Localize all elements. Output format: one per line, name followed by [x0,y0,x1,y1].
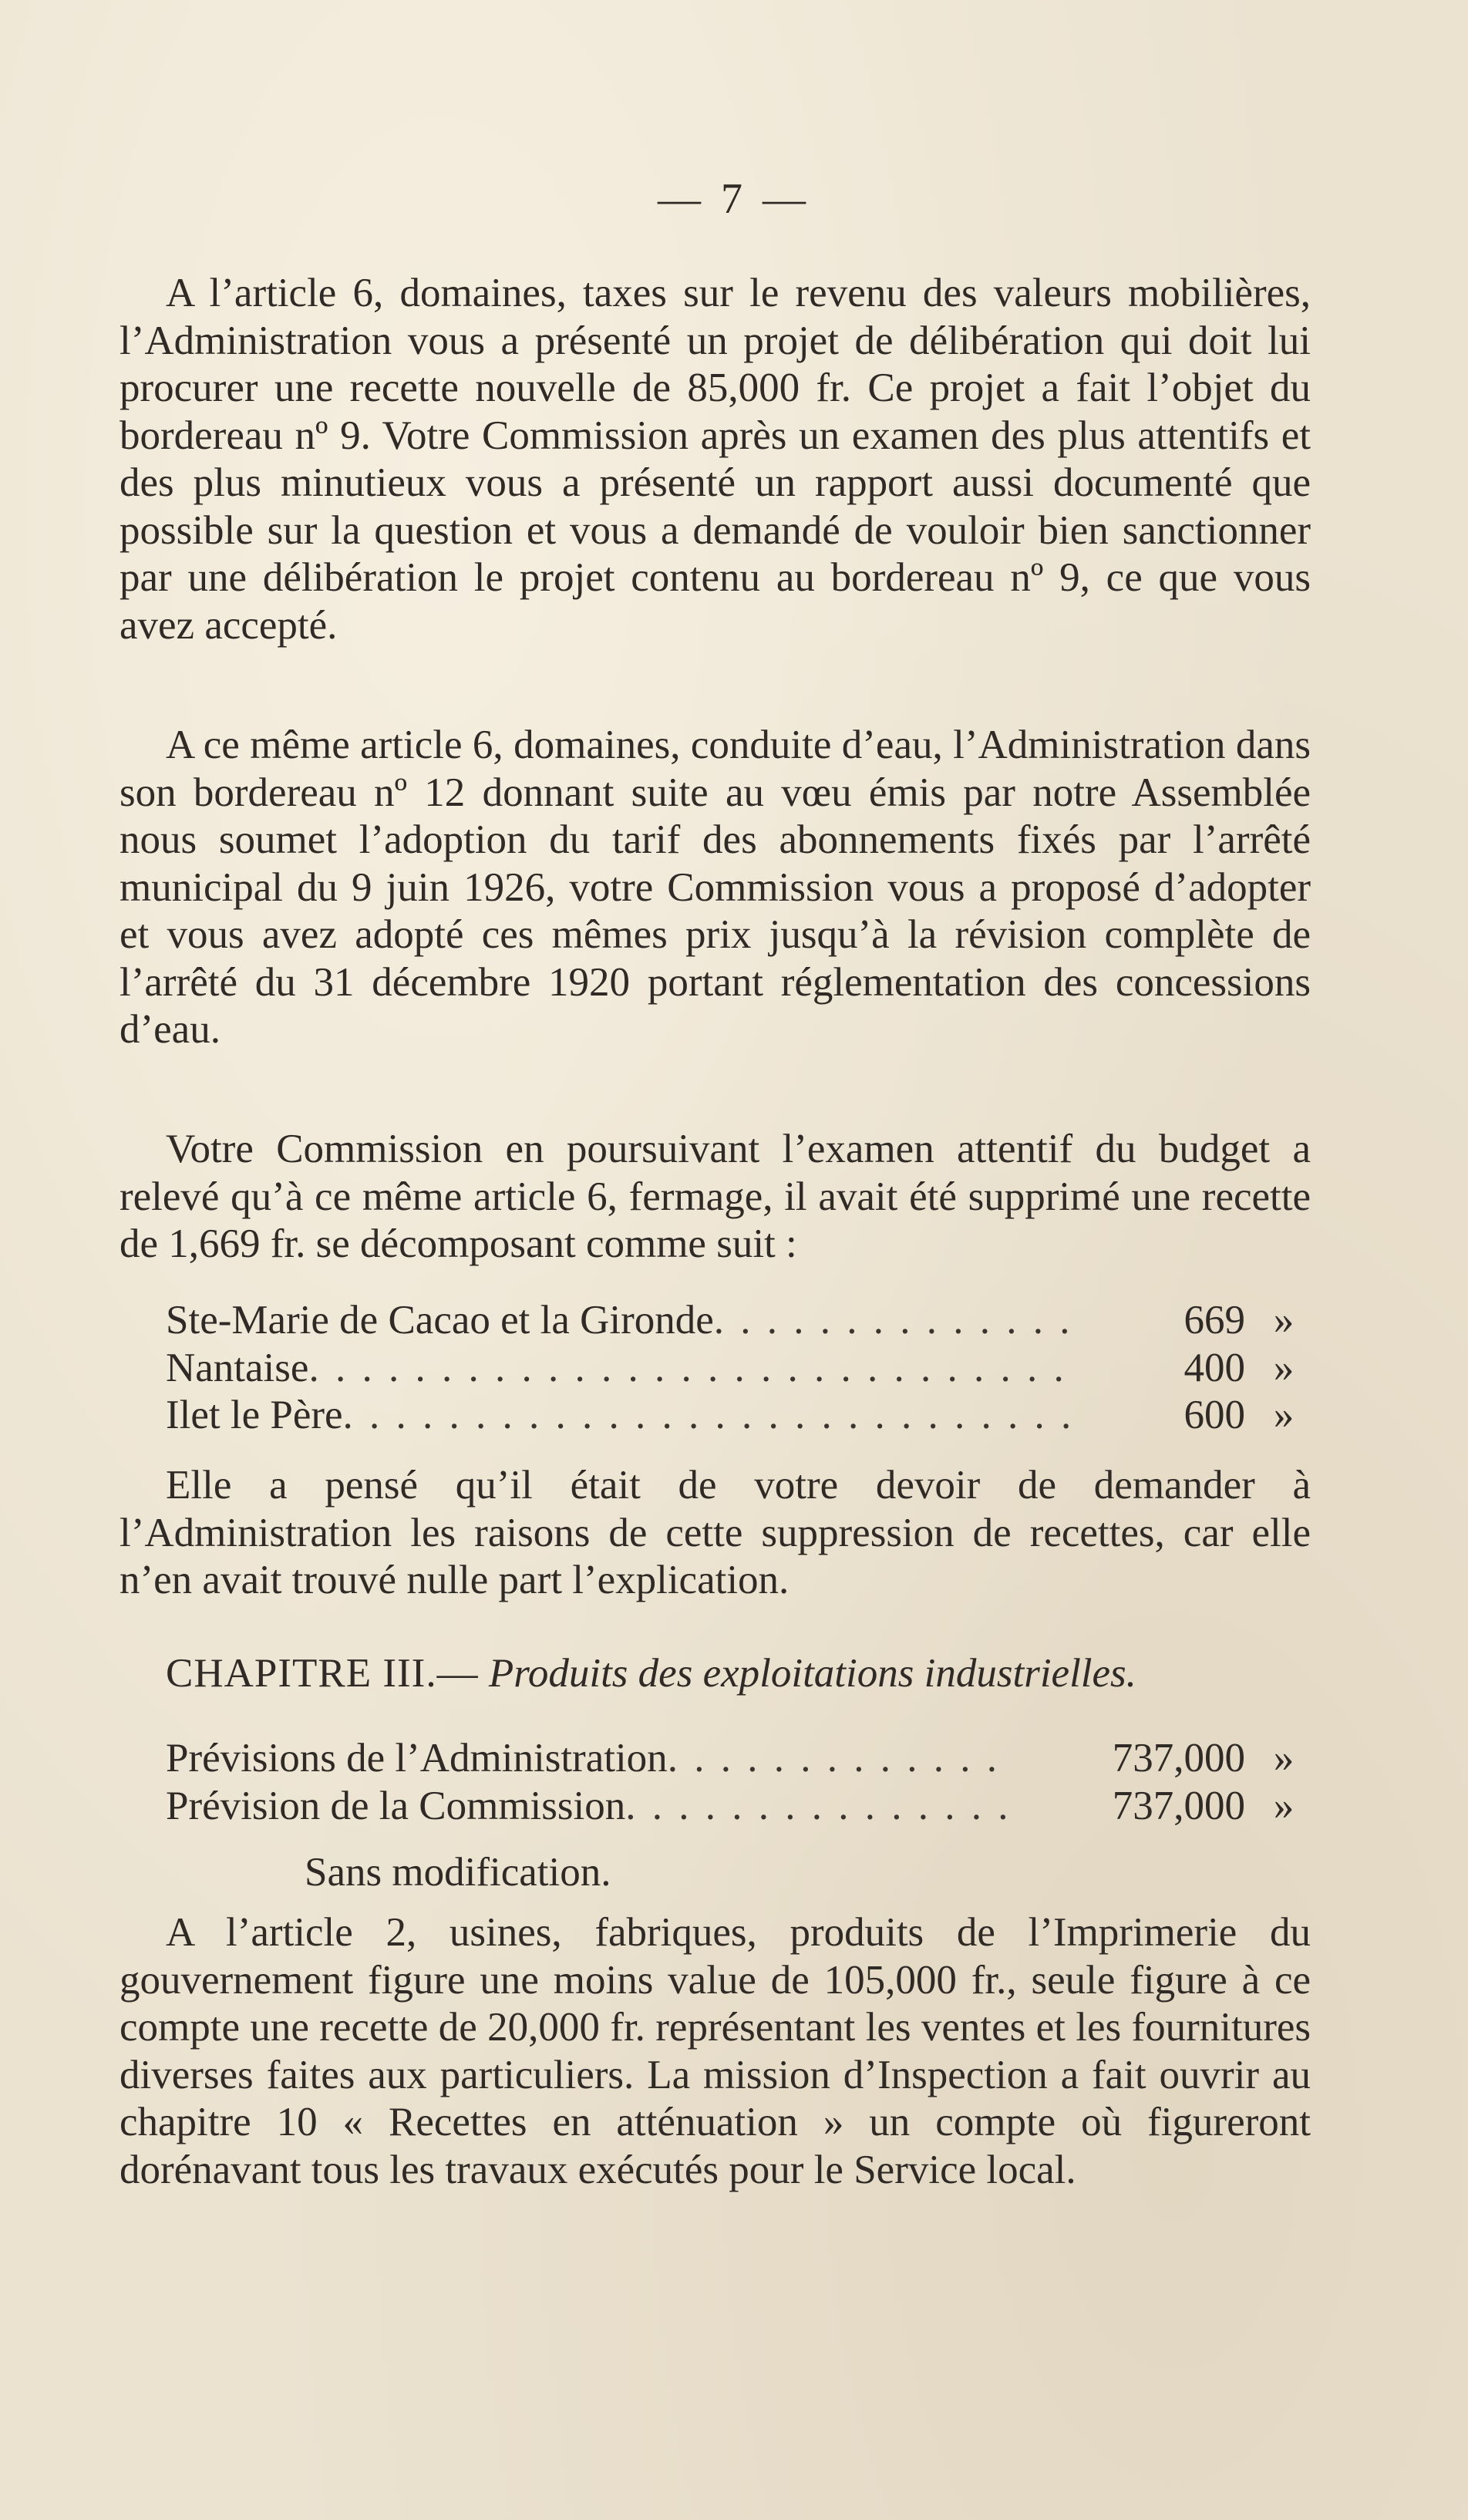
ditto-mark: » [1273,1393,1295,1437]
item-value: 400 » [1076,1345,1299,1393]
list-item [166,1297,1299,1345]
item-value: 737,000 » [1014,1735,1299,1783]
item-label: Prévision de la Commission [166,1783,626,1828]
dot-leader [343,1392,1076,1440]
item-value: 737,000 » [1014,1783,1299,1831]
paragraph-suppression-recettes [120,1462,1311,1605]
dot-leader [625,1783,1014,1831]
list-item [166,1735,1299,1783]
chapter-number: CHAPITRE III.— [166,1651,479,1696]
item-value: 669 » [1076,1297,1299,1345]
paragraph-article-6-valeurs-mobilieres [120,270,1311,649]
paragraph-text: Elle a pensé qu’il était de votre devoir de demander à l’Administration les raisons de cette suppression de recettes, car elle n’en avait trouvé nulle part l’explication. [120,1463,1311,1602]
paragraph-article-6-conduite-eau [120,722,1311,1054]
paragraph-text: A l’article 2, usines, fabriques, produits de l’Imprimerie du gouvernement figure une moins value de 105,000 fr., seule figure à ce compte une recette de 20,000 fr. représentant les ventes et les fournitures diverses faites aux particuliers. La mission d’Inspection a fait ouvrir au chapitre 10 « Recettes en atténuation » un compte où figureront dorénavant tous les travaux exécutés pour le Service local. [120,1910,1311,2192]
paragraph-article-2-imprimerie [120,1909,1311,2194]
paragraph-text: Votre Commission en poursuivant l’examen attentif du budget a relevé qu’à ce même article 6, fermage, il avait été supprimé une recette de 1,669 fr. se décomposant comme suit : [120,1127,1311,1266]
item-label: Ilet le Père [166,1393,343,1437]
item-label: Ste-Marie de Cacao et la Gironde [166,1298,714,1343]
ditto-mark: » [1273,1736,1295,1781]
ditto-mark: » [1273,1298,1295,1343]
item-label: Prévisions de l’Administration [166,1736,668,1781]
dot-leader [668,1735,1014,1783]
paragraph-text: A l’article 6, domaines, taxes sur le revenu des valeurs mobilières, l’Administration vous a présenté un projet de délibération qui doit lui procurer une recette nouvelle de 85,000 fr. Ce projet a fait l’objet du bordereau nº 9. Votre Commission après un examen des plus attentifs et des plus minutieux vous a présenté un rapport aussi documenté que possible sur la question et vous a demandé de vouloir bien sanctionner par une délibération le projet contenu au bordereau nº 9, ce que vous avez accepté. [120,271,1311,648]
paragraph-fermage [120,1126,1311,1268]
list-item [166,1345,1299,1393]
chapter-title: Produits des exploitations industrielles. [488,1651,1136,1696]
list-item [166,1392,1299,1440]
recette-breakdown-list [166,1297,1299,1440]
dot-leader [714,1297,1076,1345]
page-number: — 7 — [658,175,810,223]
dot-leader [308,1345,1076,1393]
ditto-mark: » [1273,1345,1295,1390]
paragraph-text: A ce même article 6, domaines, conduite d’eau, l’Administration dans son bordereau nº 12 donnant suite au vœu émis par notre Assemblée nous soumet l’adoption du tarif des abonnements fixés par l’arrêté municipal du 9 juin 1926, votre Commission vous a proposé d’adopter et vous avez adopté ces mêmes prix jusqu’à la révision complète de l’arrêté du 31 décembre 1920 portant réglementation des concessions d’eau. [120,723,1311,1052]
item-value: 600 » [1076,1392,1299,1440]
sans-modification-note: Sans modification. [305,1850,611,1895]
item-label: Nantaise [166,1345,309,1390]
chapter-heading [166,1650,1322,1698]
list-item [166,1783,1299,1831]
prevision-list [166,1735,1299,1830]
ditto-mark: » [1273,1783,1295,1828]
